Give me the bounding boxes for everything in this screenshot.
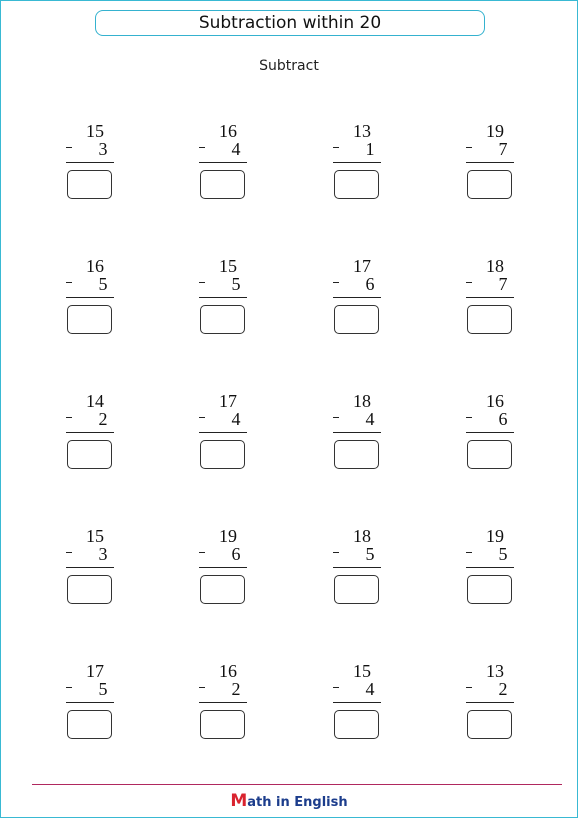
subtraction-problem — [66, 121, 136, 221]
answer-box[interactable] — [200, 710, 245, 739]
subtraction-problem — [199, 256, 269, 356]
answer-box[interactable] — [67, 440, 112, 469]
minus-sign — [333, 687, 339, 688]
answer-box[interactable] — [200, 440, 245, 469]
minus-sign — [66, 282, 72, 283]
answer-box[interactable] — [67, 575, 112, 604]
minuend: 15 — [219, 256, 237, 276]
subtraction-problem — [199, 121, 269, 221]
subtraction-problem — [466, 526, 536, 626]
answer-rule — [66, 162, 114, 163]
minuend: 18 — [353, 526, 371, 546]
subtraction-problem — [199, 391, 269, 491]
minus-sign — [333, 552, 339, 553]
answer-box[interactable] — [334, 710, 379, 739]
subtrahend: 7 — [498, 274, 508, 294]
subtraction-problem — [66, 661, 136, 761]
brand-logo — [0, 791, 578, 811]
answer-rule — [199, 567, 247, 568]
minus-sign — [333, 417, 339, 418]
minuend: 19 — [219, 526, 237, 546]
minus-sign — [333, 147, 339, 148]
subtraction-problem — [199, 526, 269, 626]
minuend: 13 — [353, 121, 371, 141]
answer-box[interactable] — [467, 710, 512, 739]
subtrahend: 4 — [231, 409, 241, 429]
minus-sign — [333, 282, 339, 283]
subtrahend: 4 — [231, 139, 241, 159]
subtrahend: 4 — [365, 679, 375, 699]
minus-sign — [199, 282, 205, 283]
subtrahend: 4 — [365, 409, 375, 429]
answer-box[interactable] — [467, 170, 512, 199]
answer-rule — [199, 432, 247, 433]
minus-sign — [66, 147, 72, 148]
answer-rule — [333, 702, 381, 703]
answer-box[interactable] — [467, 575, 512, 604]
brand-rest: ath in English — [247, 795, 348, 810]
minuend: 16 — [219, 661, 237, 681]
answer-rule — [199, 297, 247, 298]
answer-box[interactable] — [334, 440, 379, 469]
answer-rule — [466, 297, 514, 298]
subtrahend: 6 — [365, 274, 375, 294]
subtraction-problem — [333, 256, 403, 356]
answer-rule — [66, 567, 114, 568]
subtraction-problem — [466, 661, 536, 761]
footer-rule — [32, 784, 562, 785]
minus-sign — [66, 687, 72, 688]
subtrahend: 6 — [231, 544, 241, 564]
answer-rule — [66, 702, 114, 703]
subtraction-problem — [66, 391, 136, 491]
subtraction-problem — [333, 526, 403, 626]
minuend: 19 — [486, 526, 504, 546]
answer-rule — [466, 162, 514, 163]
minuend: 19 — [486, 121, 504, 141]
subtrahend: 5 — [98, 679, 108, 699]
minus-sign — [199, 552, 205, 553]
minuend: 13 — [486, 661, 504, 681]
answer-rule — [333, 162, 381, 163]
subtrahend: 2 — [231, 679, 241, 699]
subtraction-problem — [66, 256, 136, 356]
answer-rule — [66, 432, 114, 433]
subtrahend: 5 — [365, 544, 375, 564]
subtraction-problem — [199, 661, 269, 761]
subtraction-problem — [333, 121, 403, 221]
minus-sign — [199, 417, 205, 418]
answer-rule — [466, 702, 514, 703]
minus-sign — [66, 417, 72, 418]
subtrahend: 5 — [98, 274, 108, 294]
minuend: 16 — [486, 391, 504, 411]
subtrahend: 5 — [231, 274, 241, 294]
minuend: 17 — [353, 256, 371, 276]
minuend: 16 — [86, 256, 104, 276]
answer-rule — [199, 162, 247, 163]
minus-sign — [466, 147, 472, 148]
answer-box[interactable] — [334, 170, 379, 199]
minus-sign — [199, 147, 205, 148]
subtraction-problem — [466, 121, 536, 221]
minuend: 17 — [86, 661, 104, 681]
minuend: 14 — [86, 391, 104, 411]
minuend: 17 — [219, 391, 237, 411]
minus-sign — [466, 687, 472, 688]
minus-sign — [466, 417, 472, 418]
subtrahend: 7 — [498, 139, 508, 159]
minuend: 16 — [219, 121, 237, 141]
answer-rule — [333, 567, 381, 568]
answer-box[interactable] — [67, 170, 112, 199]
minus-sign — [466, 282, 472, 283]
title-text: Subtraction within 20 — [198, 13, 382, 33]
answer-box[interactable] — [200, 305, 245, 334]
answer-rule — [333, 432, 381, 433]
minus-sign — [66, 552, 72, 553]
minus-sign — [466, 552, 472, 553]
instruction-text: Subtract — [259, 58, 319, 74]
subtrahend: 2 — [498, 679, 508, 699]
subtraction-problem — [466, 391, 536, 491]
minuend: 15 — [86, 121, 104, 141]
subtraction-problem — [66, 526, 136, 626]
subtrahend: 6 — [498, 409, 508, 429]
answer-box[interactable] — [200, 575, 245, 604]
answer-rule — [333, 297, 381, 298]
answer-rule — [199, 702, 247, 703]
minuend: 15 — [353, 661, 371, 681]
subtrahend: 3 — [98, 544, 108, 564]
answer-box[interactable] — [467, 440, 512, 469]
answer-box[interactable] — [334, 575, 379, 604]
answer-box[interactable] — [67, 710, 112, 739]
subtrahend: 3 — [98, 139, 108, 159]
minuend: 15 — [86, 526, 104, 546]
answer-box[interactable] — [334, 305, 379, 334]
answer-box[interactable] — [200, 170, 245, 199]
minus-sign — [199, 687, 205, 688]
answer-rule — [66, 297, 114, 298]
subtraction-problem — [333, 391, 403, 491]
answer-box[interactable] — [67, 305, 112, 334]
subtrahend: 2 — [98, 409, 108, 429]
minuend: 18 — [353, 391, 371, 411]
subtrahend: 5 — [498, 544, 508, 564]
brand-first-letter: M — [230, 791, 248, 811]
subtrahend: 1 — [365, 139, 375, 159]
answer-rule — [466, 432, 514, 433]
answer-box[interactable] — [467, 305, 512, 334]
answer-rule — [466, 567, 514, 568]
minuend: 18 — [486, 256, 504, 276]
subtraction-problem — [333, 661, 403, 761]
subtraction-problem — [466, 256, 536, 356]
